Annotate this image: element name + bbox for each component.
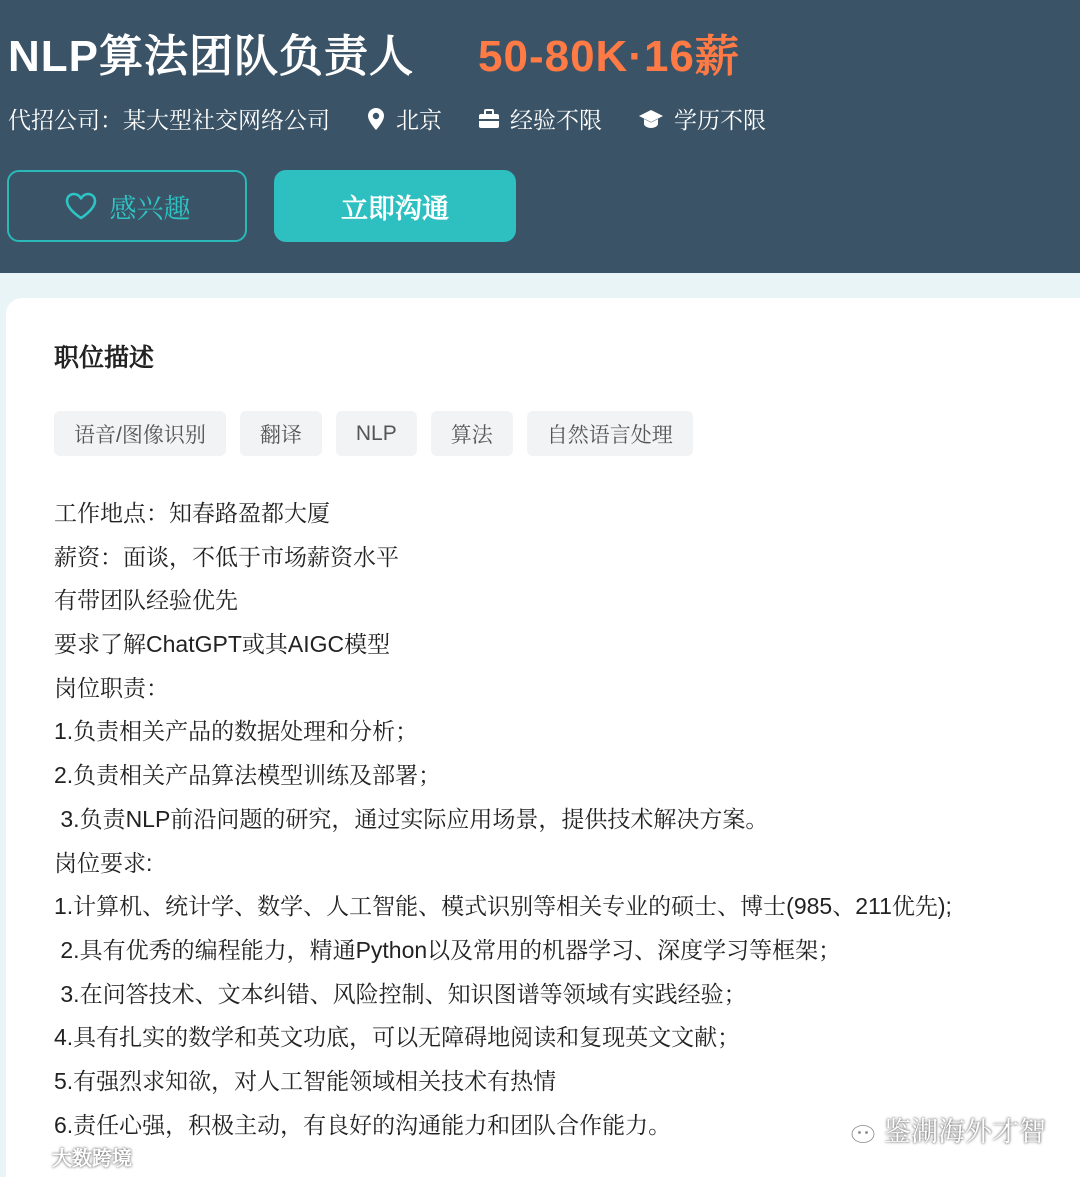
location: [366, 102, 442, 135]
chat-button-label: 立即沟通: [341, 193, 449, 224]
tag[interactable]: 翻译: [240, 411, 322, 456]
wechat-icon: [836, 1113, 876, 1147]
description-line: 工作地点：知春路盈都大厦: [54, 500, 330, 526]
company-name: [8, 102, 330, 135]
heart-icon: [64, 191, 98, 221]
description-line: 3.负责NLP前沿问题的研究，通过实际应用场景，提供技术解决方案。: [54, 805, 769, 832]
logo-icon: [8, 1144, 48, 1170]
interest-button-label: 感兴趣: [109, 193, 191, 224]
description-line: 薪资：面谈，不低于市场薪资水平: [54, 543, 399, 570]
chat-now-button[interactable]: [274, 170, 516, 242]
experience-text: 经验不限: [510, 107, 602, 133]
tag[interactable]: 语音/图像识别: [54, 411, 226, 456]
salary: 50-80K·16薪: [478, 32, 740, 81]
education: [638, 102, 766, 135]
description-line: 2.具有优秀的编程能力，精通Python以及常用的机器学习、深度学习等框架；: [54, 936, 842, 963]
description-line: 有带团队经验优先: [54, 587, 238, 614]
graduation-cap-icon: [638, 108, 664, 130]
description-line: 1.负责相关产品的数据处理和分析；: [54, 718, 419, 745]
title-row: [8, 20, 740, 84]
experience: [478, 102, 602, 135]
description-line: 5.有强烈求知欲，对人工智能领域相关技术有热情: [54, 1067, 557, 1094]
watermark-right-text: 鉴湖海外才智: [884, 1117, 1046, 1147]
description-line: 岗位职责：: [54, 674, 169, 701]
job-header: [0, 0, 1080, 273]
tag[interactable]: 自然语言处理: [527, 411, 693, 456]
job-description-text: [54, 492, 952, 1147]
location-text: 北京: [396, 107, 442, 133]
tag[interactable]: NLP: [336, 411, 417, 456]
description-line: 岗位要求:: [54, 849, 153, 876]
location-pin-icon: [366, 107, 386, 131]
section-title: 职位描述: [54, 344, 155, 372]
description-line: 3.在问答技术、文本纠错、风险控制、知识图谱等领域有实践经验；: [54, 980, 747, 1007]
tag[interactable]: 算法: [431, 411, 513, 456]
interest-button[interactable]: [7, 170, 247, 242]
description-line: 6.责任心强，积极主动，有良好的沟通能力和团队合作能力。: [54, 1111, 672, 1138]
description-line: 2.负责相关产品算法模型训练及部署；: [54, 762, 442, 789]
description-line: 1.计算机、统计学、数学、人工智能、模式识别等相关专业的硕士、博士(985、211优先);: [54, 893, 952, 920]
education-text: 学历不限: [674, 107, 766, 133]
job-title: NLP算法团队负责人: [8, 32, 414, 81]
watermark-left: [8, 1142, 132, 1171]
description-line: 4.具有扎实的数学和英文功底，可以无障碍地阅读和复现英文文献；: [54, 1024, 741, 1051]
skill-tags: [54, 411, 707, 456]
job-meta: [8, 102, 766, 135]
briefcase-icon: [478, 109, 500, 129]
watermark-right: [836, 1110, 1046, 1149]
company-label: 代招公司：某大型社交网络公司: [8, 107, 330, 133]
job-description-card: [6, 298, 1080, 1177]
watermark-left-text: 大数跨境: [52, 1148, 132, 1170]
description-line: 要求了解ChatGPT或其AIGC模型: [54, 631, 391, 658]
